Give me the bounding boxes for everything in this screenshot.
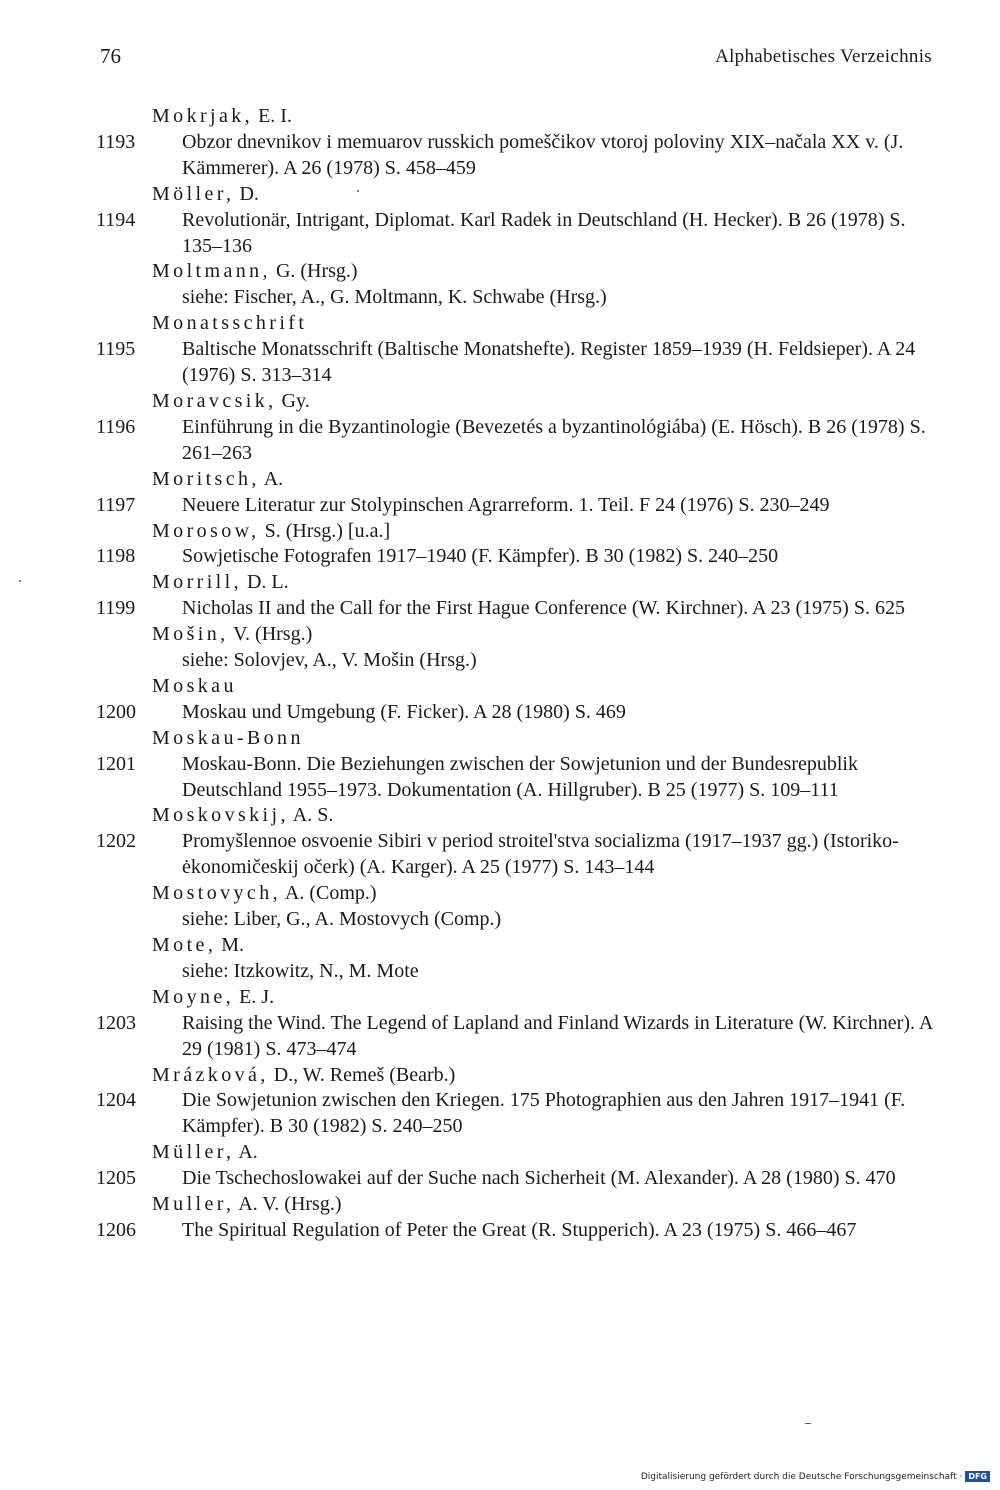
author-initials: D. [234,182,259,205]
entry-number: 1193 [96,130,136,153]
author-name: Moskau-Bonn [152,726,304,749]
index-entry [96,208,946,260]
dfg-logo: DFG [965,1471,990,1482]
cross-reference: siehe: Liber, G., A. Mostovych (Comp.) [182,908,502,931]
author-heading [96,389,946,415]
cross-reference: siehe: Itzkowitz, N., M. Mote [182,959,419,982]
author-heading [96,726,946,752]
scan-speck [357,190,359,192]
digitization-footer [641,1471,990,1482]
author-name: Monatsschrift [152,312,308,335]
author-name: Moravcsik, [152,389,277,412]
author-heading [96,1140,946,1166]
entry-text: Moskau und Umgebung (F. Ficker). A 28 (1980) S. 469 [182,700,626,723]
entry-number: 1201 [96,752,136,775]
author-heading [96,570,946,596]
author-heading [96,1063,946,1089]
index-entry [96,130,946,182]
author-initials: S. (Hrsg.) [u.a.] [259,519,391,542]
author-initials: V. (Hrsg.) [228,623,313,646]
entry-number: 1205 [96,1167,136,1190]
index-entry [96,1218,946,1244]
author-initials: A. [234,1141,258,1164]
author-initials: M. [216,934,245,956]
entry-number: 1197 [96,493,136,516]
entry-number: 1206 [96,1218,136,1241]
author-heading [96,985,946,1011]
author-heading [96,1192,946,1218]
author-name: Mostovych, [152,882,281,905]
index-entry [96,700,946,726]
author-initials: D. L. [241,571,289,594]
author-heading [96,933,946,959]
index-entry [96,829,946,881]
author-heading [96,104,946,130]
index-entry [96,415,946,467]
entry-text: The Spiritual Regulation of Peter the Great (R. Stupperich). A 23 (1975) S. 466–467 [182,1218,857,1241]
running-head: Alphabetisches Verzeichnis [715,46,932,67]
entry-number: 1203 [96,1011,136,1034]
index-entry [96,493,946,519]
entry-text: Die Tschechoslowakei auf der Suche nach Sicherheit (M. Alexander). A 28 (1980) S. 470 [182,1167,896,1190]
entry-text: Obzor dnevnikov i memuarov russkich pomeščikov vtoroj poloviny XIX–načala XX v. (J. Kämmerer). A 26 (1978) S. 458–459 [182,130,904,179]
page-number: 76 [100,44,121,68]
author-name: Muller, [152,1193,235,1216]
author-name: Moltmann, [152,260,271,283]
author-name: Moskovskij, [152,804,289,827]
scan-speck [805,1423,811,1424]
author-initials: Gy. [276,389,310,412]
author-name: Mošin, [152,623,229,646]
entry-number: 1194 [96,208,136,231]
author-name: Mokrjak, [152,105,254,127]
author-name: Mrázková, [152,1063,269,1086]
author-initials: G. (Hrsg.) [270,260,358,283]
entry-number: 1196 [96,415,136,438]
entry-number: 1195 [96,338,136,361]
author-initials: A. [259,467,284,490]
author-heading [96,881,946,907]
index-entry [96,1166,946,1192]
index-entry [96,752,946,804]
author-name: Moyne, [152,985,235,1008]
scan-speck [19,580,21,582]
author-name: Mote, [152,934,217,956]
author-name: Moritsch, [152,467,260,490]
author-name: Möller, [152,182,235,205]
entry-number: 1200 [96,700,136,723]
entry-number: 1204 [96,1089,136,1112]
entry-text: Moskau-Bonn. Die Beziehungen zwischen der Sowjetunion und der Bundesrepublik Deutschland 1955–1973. Dokumentation (A. Hillgruber). B 25 (1977) S. 109–111 [182,752,858,801]
author-heading [96,259,946,285]
entry-text: Baltische Monatsschrift (Baltische Monatshefte). Register 1859–1939 (H. Feldsieper). A 24 (1976) S. 313–314 [182,338,916,387]
author-heading [96,622,946,648]
author-heading [96,182,946,208]
entry-text: Neuere Literatur zur Stolypinschen Agrarreform. 1. Teil. F 24 (1976) S. 230–249 [182,493,830,516]
author-heading [96,519,946,545]
author-heading [96,467,946,493]
cross-reference: siehe: Solovjev, A., V. Mošin (Hrsg.) [182,649,477,672]
entry-text: Sowjetische Fotografen 1917–1940 (F. Kämpfer). B 30 (1982) S. 240–250 [182,545,779,568]
entry-number: 1202 [96,830,136,853]
index-entry [96,544,946,570]
author-name: Morosow, [152,519,260,542]
author-initials: E. I. [253,105,292,127]
author-initials: A. V. (Hrsg.) [234,1193,342,1216]
author-name: Müller, [152,1141,235,1164]
author-initials: A. S. [288,804,334,827]
entry-text: Die Sowjetunion zwischen den Kriegen. 175 Photographien aus den Jahren 1917–1941 (F. Kämpfer). B 30 (1982) S. 240–250 [182,1089,906,1138]
author-initials: A. (Comp.) [281,882,377,905]
author-heading [96,311,946,337]
entry-text: Einführung in die Byzantinologie (Bevezetés a byzantinológiába) (E. Hösch). B 26 (1978) S. 261–263 [182,415,926,464]
index-entries [96,104,946,1244]
entry-text: Nicholas II and the Call for the First Hague Conference (W. Kirchner). A 23 (1975) S. 625 [182,597,905,620]
index-entry [96,337,946,389]
entry-number: 1199 [96,597,136,620]
footer-credit: Digitalisierung gefördert durch die Deutsche Forschungsgemeinschaft · [640,1471,963,1482]
index-entry [96,1088,946,1140]
index-entry [96,1011,946,1063]
author-initials: E. J. [234,985,275,1008]
entry-text: Promyšlennoe osvoenie Sibiri v period stroitel'stva socializma (1917–1937 gg.) (Istoriko-ėkonomičeskij očerk) (A. Karger). A 25 (1977) S. 143–144 [182,830,899,879]
author-name: Morrill, [152,571,242,594]
cross-reference: siehe: Fischer, A., G. Moltmann, K. Schwabe (Hrsg.) [182,286,607,309]
entry-number: 1198 [96,545,136,568]
author-name: Moskau [152,674,237,697]
author-initials: D., W. Remeš (Bearb.) [268,1063,456,1086]
entry-text: Revolutionär, Intrigant, Diplomat. Karl Radek in Deutschland (H. Hecker). B 26 (1978) S. 135–136 [182,208,906,257]
author-heading [96,674,946,700]
entry-text: Raising the Wind. The Legend of Lapland and Finland Wizards in Literature (W. Kirchner). A 29 (1981) S. 473–474 [182,1011,933,1060]
index-entry [96,596,946,622]
author-heading [96,803,946,829]
